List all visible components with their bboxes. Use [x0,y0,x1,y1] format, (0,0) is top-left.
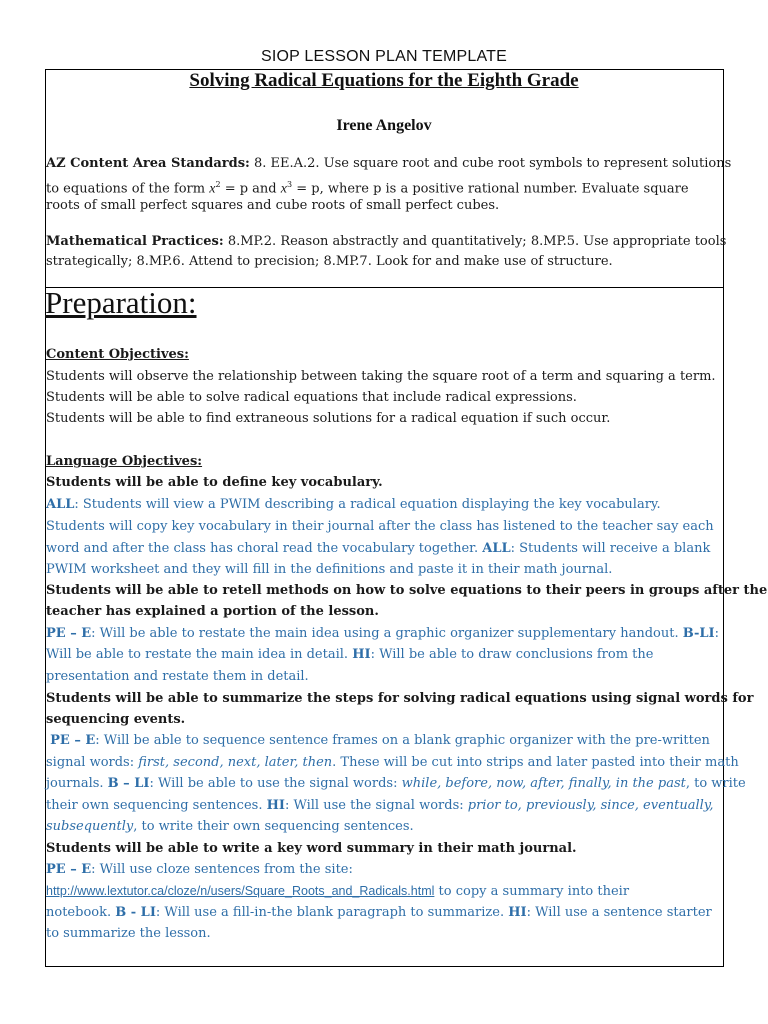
objective-4-line-3: notebook. B - LI: Will use a fill-in-the blank paragraph to summarize. HI: Will use a sentence starter [46,905,712,920]
lesson-title: Solving Radical Equations for the Eighth Grade [189,70,579,91]
objective-3-line-2: signal words: first, second, next, later, then. These will be cut into strips and later pasted into their math [46,755,739,770]
objective-3-line-1: PE – E: Will be able to sequence sentence frames on a blank graphic organizer with the pre-written [50,733,710,748]
standards-line-1: AZ Content Area Standards: 8. EE.A.2. Use square root and cube root symbols to represent solutions [46,156,732,171]
language-objective-3-heading-1: Students will be able to summarize the steps for solving radical equations using signal words for [46,691,754,706]
language-objective-2-heading-1: Students will be able to retell methods on how to solve equations to their peers in groups after the [46,583,768,598]
practices-line-2: strategically; 8.MP.6. Attend to precision; 8.MP.7. Look for and make use of structure. [46,254,613,269]
objective-4-line-4: to summarize the lesson. [46,926,211,941]
objective-3-line-4: their own sequencing sentences. HI: Will use the signal words: prior to, previously, since, eventually, [46,798,714,813]
language-objective-2-heading-2: teacher has explained a portion of the lesson. [46,604,379,619]
content-objectives-label: Content Objectives: [46,347,189,362]
language-objectives-label: Language Objectives: [46,454,203,469]
content-objective-2: Students will be able to solve radical equations that include radical expressions. [46,390,577,405]
objective-2-line-2: Will be able to restate the main idea in detail. HI: Will be able to draw conclusions from the [46,647,654,662]
objective-1-line-3: word and after the class has choral read the vocabulary together. ALL: Students will receive a blank [46,541,711,556]
template-title: SIOP LESSON PLAN TEMPLATE [261,48,507,65]
objective-4-line-1: PE – E: Will use cloze sentences from the site: [46,862,353,877]
practices-line-1: Mathematical Practices: 8.MP.2. Reason abstractly and quantitatively; 8.MP.5. Use appropriate tools [46,234,727,249]
language-objective-3-heading-2: sequencing events. [46,712,186,727]
standards-line-2: to equations of the form $x^2 = p$ and $x^3 = p$, where p is a positive rational number. Evaluate square [46,180,689,197]
content-objective-3: Students will be able to find extraneous solutions for a radical equation if such occur. [46,411,611,426]
objective-3-line-5: subsequently, to write their own sequencing sentences. [46,819,414,834]
cloze-site-link[interactable]: http://www.lextutor.ca/cloze/n/users/Square_Roots_and_Radicals.html [46,884,435,898]
objective-2-line-1: PE – E: Will be able to restate the main idea using a graphic organizer supplementary handout. B-LI: [46,626,719,641]
practices-label: Mathematical Practices: [46,234,224,249]
objective-1-line-1: ALL: Students will view a PWIM describing a radical equation displaying the key vocabulary. [46,497,661,512]
objective-2-line-3: presentation and restate them in detail. [46,669,309,684]
standards-line-3: roots of small perfect squares and cube roots of small perfect cubes. [46,198,500,213]
objective-4-line-2: http://www.lextutor.ca/cloze/n/users/Square_Roots_and_Radicals.html to copy a summary into their [46,884,630,899]
author-name: Irene Angelov [336,117,432,134]
preparation-heading: Preparation: [45,285,197,320]
language-objective-4-heading: Students will be able to write a key word summary in their math journal. [46,841,577,856]
objective-1-line-4: PWIM worksheet and they will fill in the definitions and paste it in their math journal. [46,562,613,577]
language-objective-1-heading: Students will be able to define key vocabulary. [46,475,383,490]
content-objective-1: Students will observe the relationship between taking the square root of a term and squaring a term. [46,369,716,384]
objective-1-line-2: Students will copy key vocabulary in their journal after the class has listened to the teacher say each [46,519,714,534]
objective-3-line-3: journals. B – LI: Will be able to use the signal words: while, before, now, after, finally, in the past, to write [46,776,746,791]
standards-label: AZ Content Area Standards: [46,156,250,171]
